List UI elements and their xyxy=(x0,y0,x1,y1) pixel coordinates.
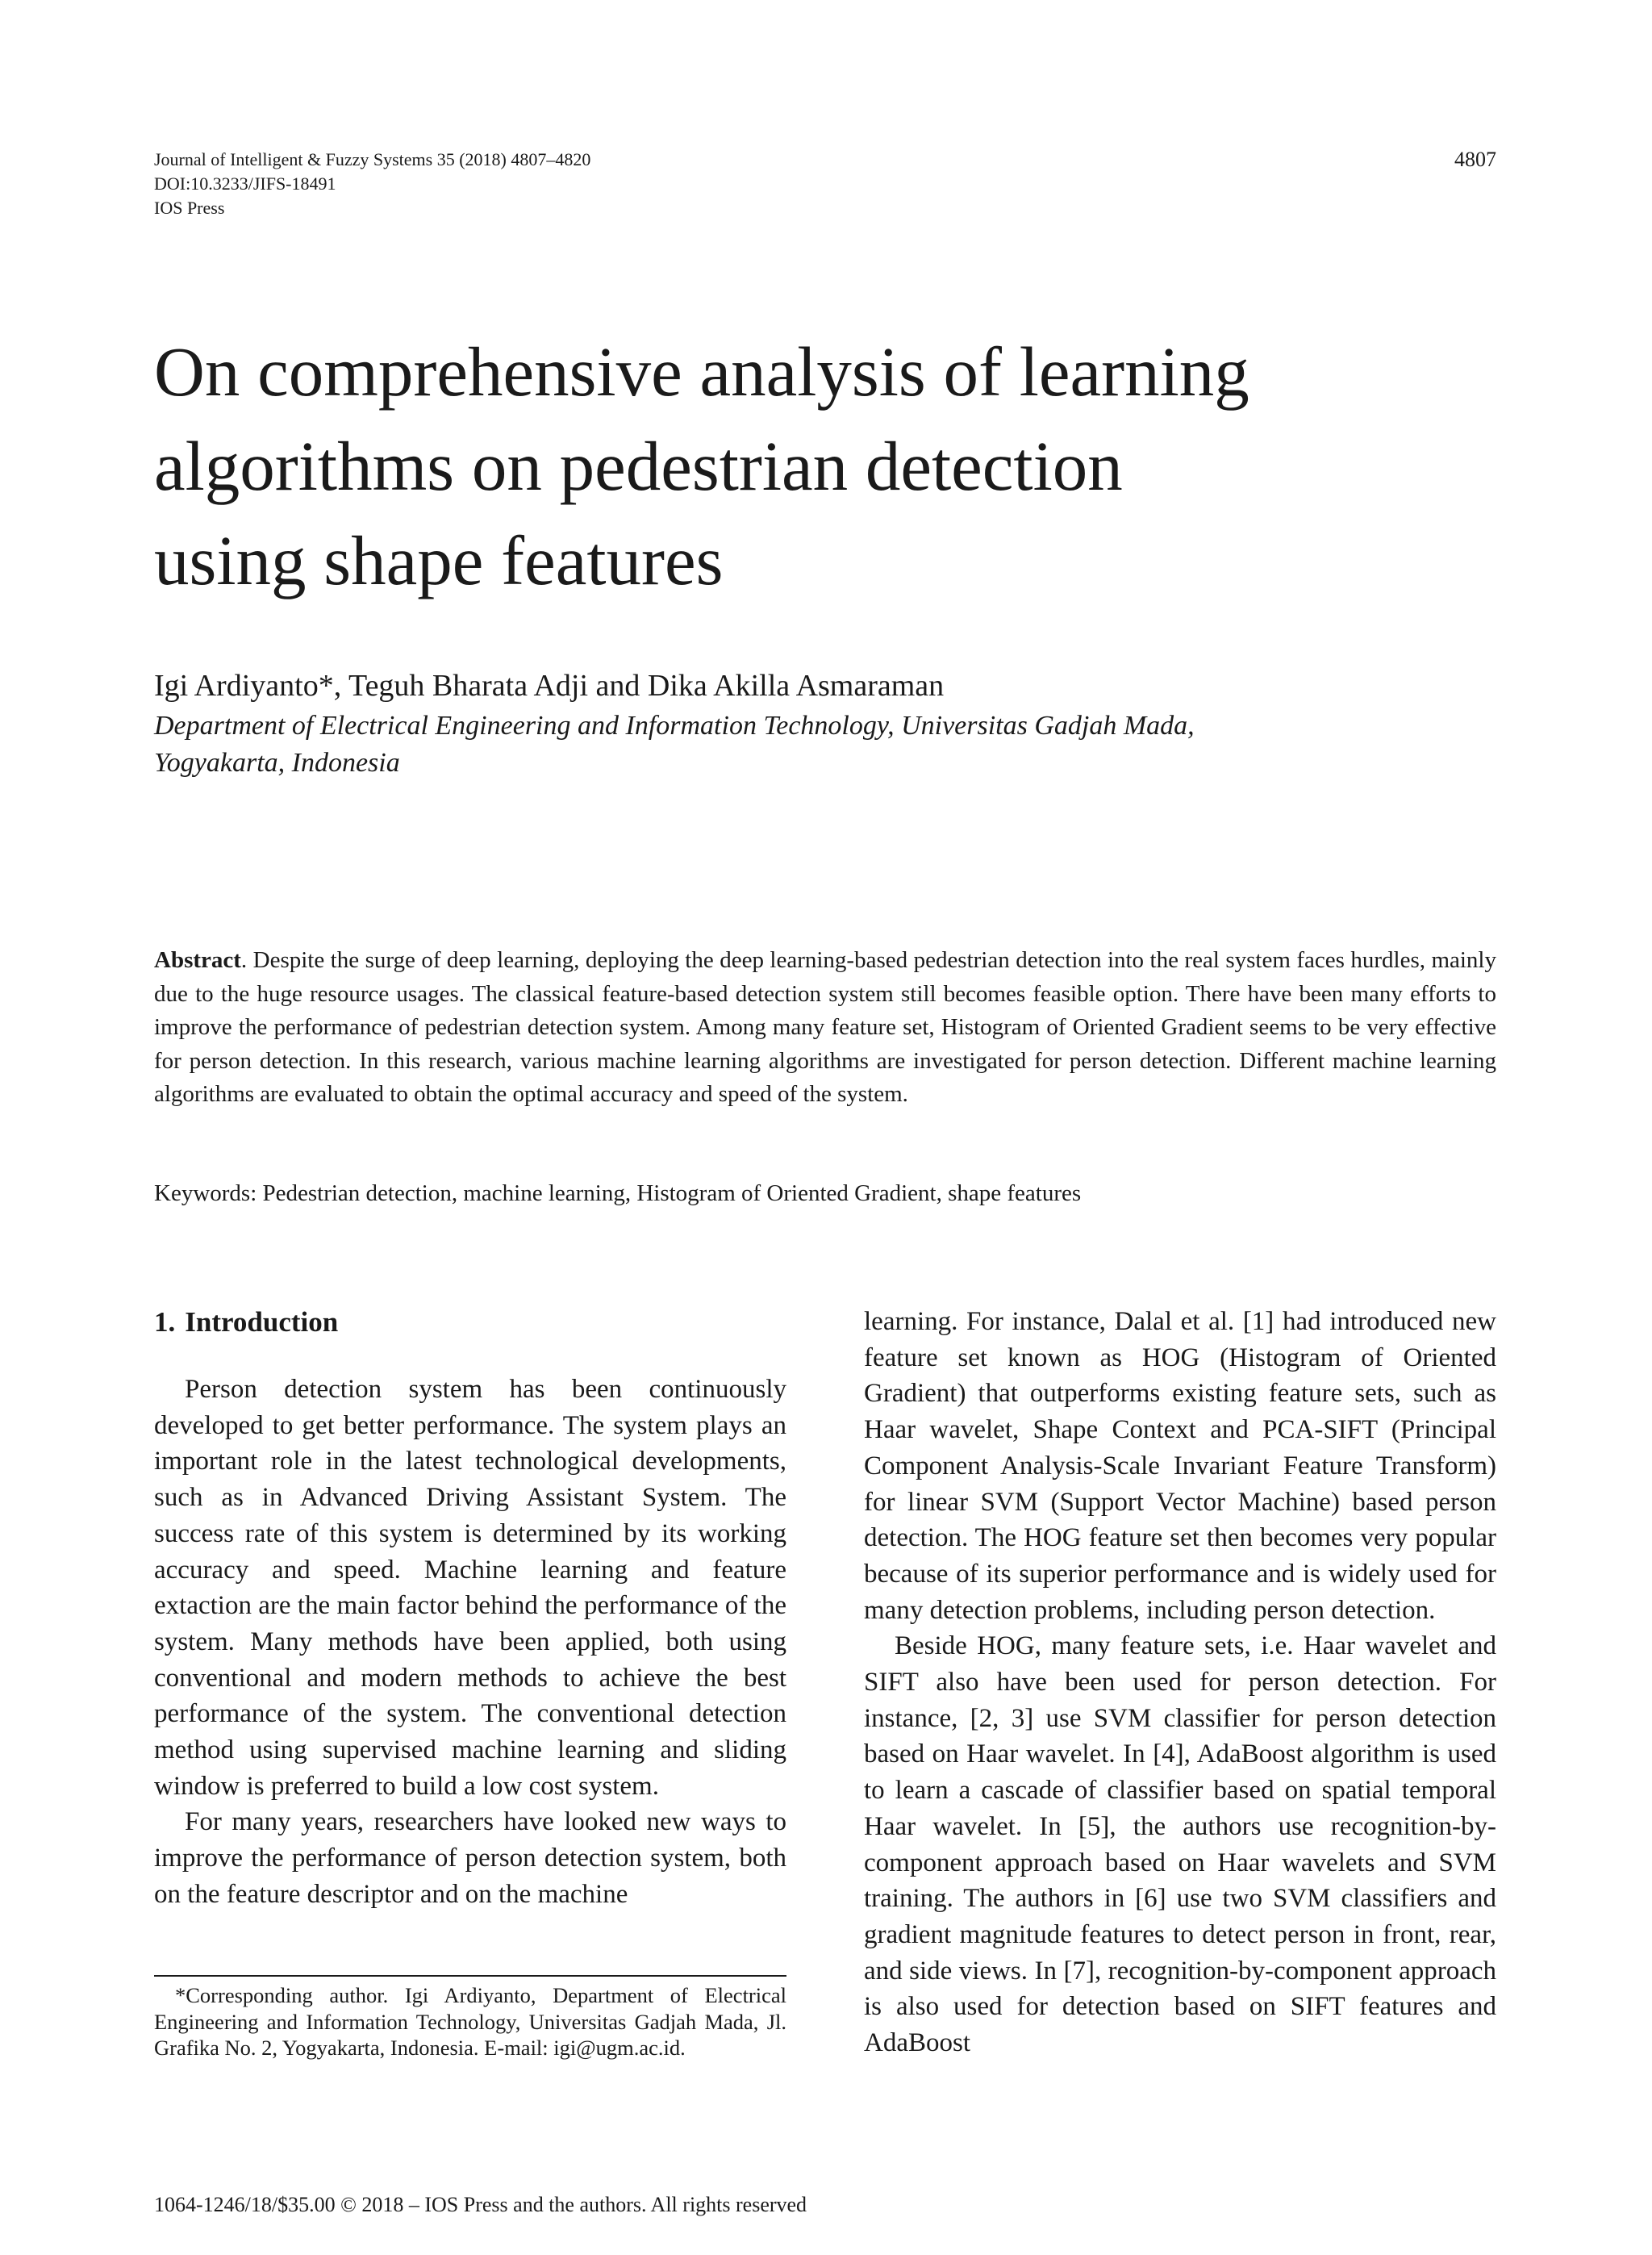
affiliation-line: Department of Electrical Engineering and Information Technology, Universitas Gadjah Mada, xyxy=(154,711,1195,741)
left-column xyxy=(154,1372,786,1913)
running-header xyxy=(154,148,590,220)
author-list: Igi Ardiyanto*, Teguh Bharata Adji and Dika Akilla Asmaraman xyxy=(154,669,945,703)
abstract-text: . Despite the surge of deep learning, deploying the deep learning-based pedestrian detection into the real system faces hurdles, mainly due to the huge resource usages. The classical feature-based detection system still becomes feasible option. There have been many efforts to improve the performance of pedestrian detection system. Among many feature set, Histogram of Oriented Gradient seems to be very effective for person detection. In this research, various machine learning algorithms are investigated for person detection. Different machine learning algorithms are evaluated to obtain the optimal accuracy and speed of the system. xyxy=(154,947,1496,1107)
section-number: 1. xyxy=(154,1306,176,1338)
footnote-divider xyxy=(154,1975,786,1977)
publisher: IOS Press xyxy=(154,198,225,218)
doi[interactable]: DOI:10.3233/JIFS-18491 xyxy=(154,173,336,194)
journal-citation: Journal of Intelligent & Fuzzy Systems 35 (2018) 4807–4820 xyxy=(154,149,591,169)
section-heading xyxy=(154,1305,348,1340)
paper-title xyxy=(154,324,1509,608)
title-line: On comprehensive analysis of learning xyxy=(154,332,1249,411)
page-number: 4807 xyxy=(1454,148,1496,171)
abstract xyxy=(154,944,1496,1112)
affiliation xyxy=(154,708,1195,782)
body-paragraph: Person detection system has been continuously developed to get better performance. The system plays an important role in the latest technological developments, such as in Advanced Driving Assistant System. The success rate of this system is determined by its working accuracy and speed. Machine learning and feature extaction are the main factor behind the performance of the system. Many methods have been applied, both using conventional and modern methods to achieve the best performance of the system. The conventional detection method using supervised machine learning and sliding window is preferred to build a low cost system. xyxy=(154,1375,786,1801)
corresponding-author-note: *Corresponding author. Igi Ardiyanto, Department of Electrical Engineering and Information Technology, Universitas Gadjah Mada, Jl. Grafika No. 2, Yogyakarta, Indonesia. E-mail: igi@ugm.ac.id. xyxy=(154,1983,786,2060)
title-line: algorithms on pedestrian detection xyxy=(154,427,1123,505)
right-column xyxy=(864,1304,1496,2061)
affiliation-line: Yogyakarta, Indonesia xyxy=(154,748,400,778)
footnote xyxy=(154,1982,786,2061)
body-paragraph: For many years, researchers have looked new ways to improve the performance of person detection system, both on the feature descriptor and on the machine xyxy=(154,1807,786,1909)
abstract-label: Abstract xyxy=(154,947,241,973)
body-paragraph: learning. For instance, Dalal et al. [1] had introduced new feature set known as HOG (Histogram of Oriented Gradient) that outperforms existing feature sets, such as Haar wavelet, Shape Context and PCA-SIFT (Principal Component Analysis-Scale Invariant Feature Transform) for linear SVM (Support Vector Machine) based person detection. The HOG feature set then becomes very popular because of its superior performance and is widely used for many detection problems, including person detection. xyxy=(864,1307,1496,1625)
title-line: using shape features xyxy=(154,521,724,599)
body-paragraph: Beside HOG, many feature sets, i.e. Haar wavelet and SIFT also have been used for person detection. For instance, [2, 3] use SVM classifier for person detection based on Haar wavelet. In [4], AdaBoost algorithm is used to learn a cascade of classifier based on spatial temporal Haar wavelet. In [5], the authors use recognition-by-component approach based on Haar wavelets and SVM training. The authors in [6] use two SVM classifiers and gradient magnitude features to detect person in front, rear, and side views. In [7], recognition-by-component approach is also used for detection based on SIFT features and AdaBoost xyxy=(864,1631,1496,2058)
section-title: Introduction xyxy=(185,1306,339,1338)
keywords: Keywords: Pedestrian detection, machine learning, Histogram of Oriented Gradient, shape features xyxy=(154,1180,1082,1206)
copyright-footer: 1064-1246/18/$35.00 © 2018 – IOS Press and the authors. All rights reserved xyxy=(154,2193,807,2216)
